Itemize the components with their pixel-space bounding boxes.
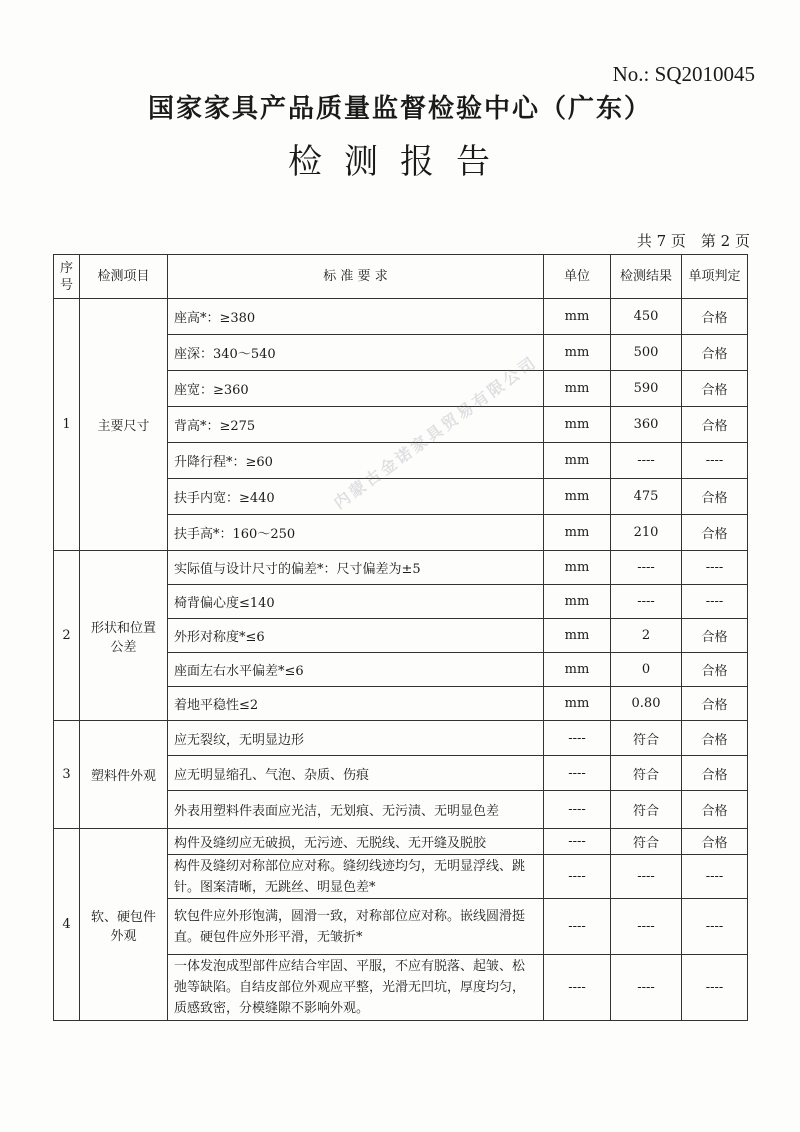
result-cell: ---- <box>611 955 682 1021</box>
group-item: 形状和位置公差 <box>80 551 168 721</box>
group-item: 软、硬包件外观 <box>80 829 168 1021</box>
verdict-cell: ---- <box>682 855 748 899</box>
table-header-row <box>54 255 748 299</box>
unit-cell: mm <box>544 371 611 407</box>
requirement-cell: 外形对称度*≤6 <box>168 619 544 653</box>
requirement-cell: 实际值与设计尺寸的偏差*：尺寸偏差为±5 <box>168 551 544 585</box>
table-row <box>54 829 748 855</box>
unit-cell: mm <box>544 335 611 371</box>
report-number: No.: SQ2010045 <box>612 62 755 86</box>
requirement-cell: 座宽：≥360 <box>168 371 544 407</box>
watermark-stamp: 内蒙古金诺家具贸易有限公司 <box>330 352 542 513</box>
verdict-cell: 合格 <box>682 721 748 756</box>
organization-title: 国家家具产品质量监督检验中心（广东） <box>147 94 652 124</box>
verdict-cell: 合格 <box>682 756 748 791</box>
inspection-table <box>53 254 748 1021</box>
unit-cell: mm <box>544 479 611 515</box>
unit-cell: mm <box>544 299 611 335</box>
verdict-cell: 合格 <box>682 515 748 551</box>
group-item: 塑料件外观 <box>80 721 168 829</box>
requirement-cell: 应无明显缩孔、气泡、杂质、伤痕 <box>168 756 544 791</box>
verdict-cell: ---- <box>682 955 748 1021</box>
unit-cell: ---- <box>544 791 611 829</box>
result-cell: ---- <box>611 443 682 479</box>
requirement-cell: 着地平稳性≤2 <box>168 687 544 721</box>
requirement-cell: 背高*：≥275 <box>168 407 544 443</box>
verdict-cell: 合格 <box>682 299 748 335</box>
verdict-cell: 合格 <box>682 335 748 371</box>
unit-cell: ---- <box>544 899 611 955</box>
group-number: 3 <box>54 721 80 829</box>
result-cell: ---- <box>611 855 682 899</box>
requirement-cell: 扶手高*：160～250 <box>168 515 544 551</box>
header-verdict: 单项判定 <box>682 255 748 299</box>
unit-cell: ---- <box>544 855 611 899</box>
unit-cell: mm <box>544 407 611 443</box>
verdict-cell: 合格 <box>682 619 748 653</box>
verdict-cell: ---- <box>682 551 748 585</box>
requirement-cell: 座深：340～540 <box>168 335 544 371</box>
group-item: 主要尺寸 <box>80 299 168 551</box>
result-cell: ---- <box>611 585 682 619</box>
result-cell: 500 <box>611 335 682 371</box>
table-row <box>54 721 748 756</box>
verdict-cell: 合格 <box>682 371 748 407</box>
requirement-cell: 外表用塑料件表面应光洁，无划痕、无污渍、无明显色差 <box>168 791 544 829</box>
header-item: 检测项目 <box>80 255 168 299</box>
result-cell: ---- <box>611 551 682 585</box>
group-number: 2 <box>54 551 80 721</box>
unit-cell: mm <box>544 585 611 619</box>
verdict-cell: ---- <box>682 585 748 619</box>
unit-cell: ---- <box>544 721 611 756</box>
unit-cell: mm <box>544 653 611 687</box>
group-number: 4 <box>54 829 80 1021</box>
requirement-cell: 应无裂纹，无明显边形 <box>168 721 544 756</box>
header-requirement: 标 准 要 求 <box>168 255 544 299</box>
verdict-cell: 合格 <box>682 791 748 829</box>
result-cell: 符合 <box>611 791 682 829</box>
result-cell: 0.80 <box>611 687 682 721</box>
verdict-cell: ---- <box>682 899 748 955</box>
requirement-cell: 座面左右水平偏差*≤6 <box>168 653 544 687</box>
result-cell: 590 <box>611 371 682 407</box>
result-cell: 符合 <box>611 829 682 855</box>
requirement-cell: 构件及缝纫应无破损，无污迹、无脱线、无开缝及脱胶 <box>168 829 544 855</box>
unit-cell: ---- <box>544 955 611 1021</box>
page-indicator: 共 7 页 第 2 页 <box>636 232 750 250</box>
unit-cell: mm <box>544 551 611 585</box>
result-cell: 210 <box>611 515 682 551</box>
document-title: 检测报告 <box>288 142 512 182</box>
group-number: 1 <box>54 299 80 551</box>
requirement-cell: 座高*：≥380 <box>168 299 544 335</box>
requirement-cell: 软包件应外形饱满，圆滑一致，对称部位应对称。嵌线圆滑挺直。硬包件应外形平滑，无皱折* <box>168 899 544 955</box>
result-cell: 360 <box>611 407 682 443</box>
requirement-cell: 椅背偏心度≤140 <box>168 585 544 619</box>
unit-cell: mm <box>544 687 611 721</box>
result-cell: 475 <box>611 479 682 515</box>
verdict-cell: 合格 <box>682 653 748 687</box>
verdict-cell: 合格 <box>682 687 748 721</box>
verdict-cell: 合格 <box>682 407 748 443</box>
unit-cell: mm <box>544 443 611 479</box>
requirement-cell: 一体发泡成型部件应结合牢固、平服，不应有脱落、起皱、松弛等缺陷。自结皮部位外观应平整，光滑无凹坑，厚度均匀，质感致密，分模缝隙不影响外观。 <box>168 955 544 1021</box>
result-cell: 450 <box>611 299 682 335</box>
unit-cell: mm <box>544 619 611 653</box>
header-result: 检测结果 <box>611 255 682 299</box>
table-row <box>54 551 748 585</box>
verdict-cell: 合格 <box>682 479 748 515</box>
header-no: 序号 <box>54 255 80 299</box>
result-cell: ---- <box>611 899 682 955</box>
unit-cell: ---- <box>544 829 611 855</box>
unit-cell: mm <box>544 515 611 551</box>
verdict-cell: 合格 <box>682 829 748 855</box>
table-row <box>54 299 748 335</box>
requirement-cell: 升降行程*：≥60 <box>168 443 544 479</box>
result-cell: 符合 <box>611 721 682 756</box>
header-unit: 单位 <box>544 255 611 299</box>
result-cell: 0 <box>611 653 682 687</box>
verdict-cell: ---- <box>682 443 748 479</box>
unit-cell: ---- <box>544 756 611 791</box>
result-cell: 2 <box>611 619 682 653</box>
requirement-cell: 构件及缝纫对称部位应对称。缝纫线迹均匀，无明显浮线、跳针。图案清晰，无跳丝、明显色差* <box>168 855 544 899</box>
result-cell: 符合 <box>611 756 682 791</box>
requirement-cell: 扶手内宽：≥440 <box>168 479 544 515</box>
